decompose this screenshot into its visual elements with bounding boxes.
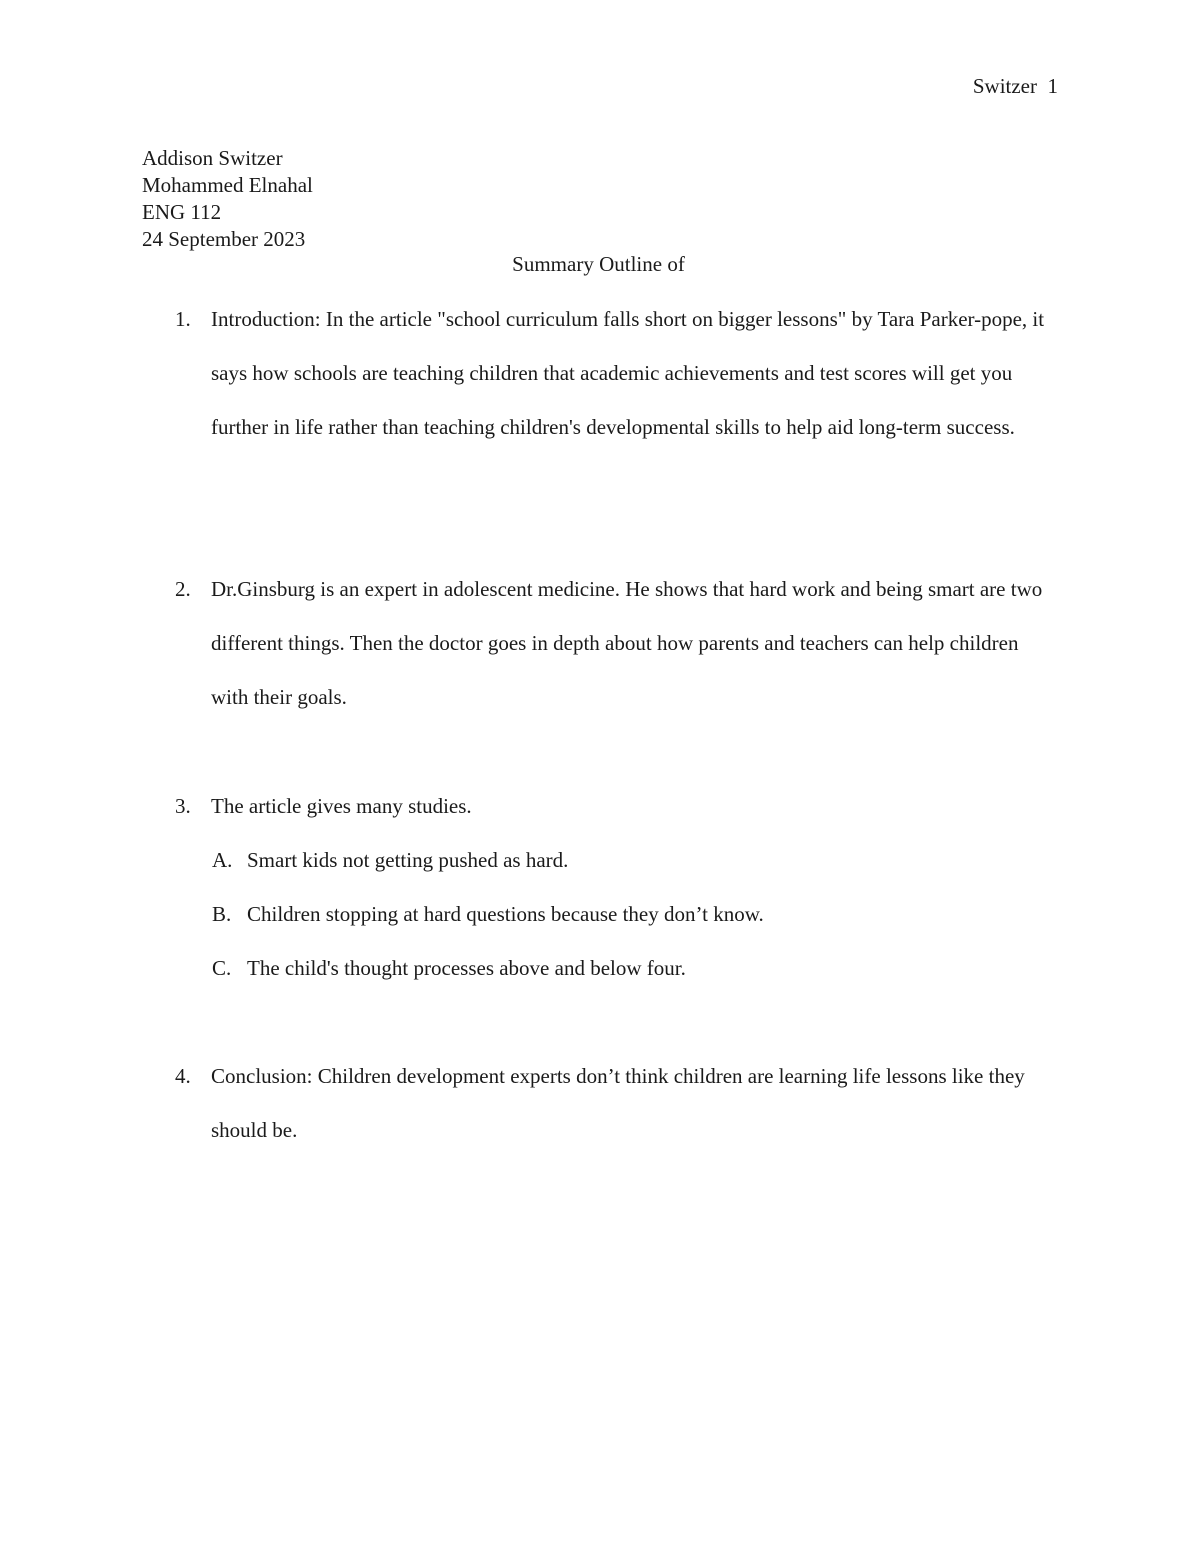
running-head: Switzer 1 — [972, 74, 1058, 98]
outline-text: Conclusion: Children development experts don’t think children are learning life lessons like they should be. — [211, 1064, 1025, 1142]
outline-text: Introduction: In the article "school curriculum falls short on bigger lessons" by Tara Parker-pope, it says how schools are teaching children that academic achievements and test scores will get you further in life rather than teaching children's developmental skills to help aid long-term success. — [211, 307, 1045, 439]
outline-item-4 — [175, 1049, 1061, 1157]
document-title: Summary Outline of — [512, 252, 685, 276]
instructor-name: Mohammed Elnahal — [142, 173, 313, 197]
subitem-letter: A. — [212, 848, 233, 872]
course-name: ENG 112 — [142, 200, 222, 224]
student-name: Addison Switzer — [142, 146, 283, 170]
outline-subitem-c — [212, 941, 1047, 995]
outline-item-2 — [175, 562, 1061, 724]
outline-number: 3. — [175, 794, 191, 818]
subitem-text: The child's thought processes above and below four. — [247, 956, 686, 980]
outline-item-1 — [175, 292, 1061, 454]
outline-subitem-b — [212, 887, 1047, 941]
outline-text: The article gives many studies. — [211, 794, 472, 818]
document-date: 24 September 2023 — [142, 227, 306, 251]
outline-number: 2. — [175, 577, 191, 601]
outline-text: Dr.Ginsburg is an expert in adolescent medicine. He shows that hard work and being smart are two different things. Then the doctor goes in depth about how parents and teachers can help children with their goals. — [211, 577, 1043, 709]
subitem-text: Smart kids not getting pushed as hard. — [247, 848, 569, 872]
outline-number: 1. — [175, 307, 191, 331]
subitem-letter: B. — [212, 902, 232, 926]
outline-number: 4. — [175, 1064, 191, 1088]
subitem-letter: C. — [212, 956, 232, 980]
outline-item-3 — [175, 779, 1061, 833]
subitem-text: Children stopping at hard questions because they don’t know. — [247, 902, 764, 926]
mla-heading — [142, 145, 313, 253]
outline-subitem-a — [212, 833, 1047, 887]
